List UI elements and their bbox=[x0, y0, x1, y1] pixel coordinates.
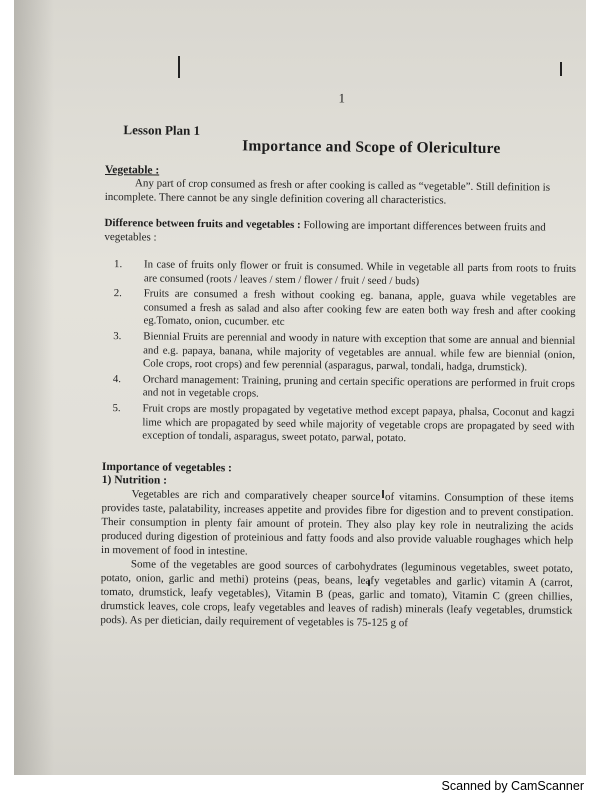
item-number: 3. bbox=[113, 330, 122, 343]
list-item bbox=[102, 402, 574, 448]
page-title: Importance and Scope of Olericulture bbox=[242, 137, 501, 158]
difference-text: Following are important differences between fruits and vegetables : bbox=[104, 219, 546, 244]
item-number: 5. bbox=[112, 402, 121, 415]
nutrition-paragraph-2: Some of the vegetables are good sources of carbohydrates (leguminous vegetables, sweet potato, potato, onion, garlic and methi) proteins (peas, beans, leafy vegetables and garlic) vitamin A (carrot, tomato, drumstick, leafy vegetables), Vitamin B (peas, garlic and tomato), Vitamin C (green chillies, drumstick leaves, cole crops, leafy vegetables and leaves of radish) minerals (leafy vegetables, drumstick pods). As per dietician, daily requirement of vegetables is 75-125 g of bbox=[100, 558, 573, 629]
scanner-watermark: Scanned by CamScanner bbox=[441, 779, 584, 793]
difference-heading: Difference between fruits and vegetables : bbox=[104, 216, 301, 232]
page-number: 1 bbox=[338, 90, 346, 106]
item-number: 2. bbox=[113, 287, 122, 300]
page-shadow bbox=[14, 0, 54, 775]
item-text: Fruits are consumed a fresh without cooking eg. banana, apple, guava while vegetables are consumed a fresh as salad and also after cooking few are eaten both way fresh and after cooking eg.Tomato, onion, cucumber. etc bbox=[143, 287, 576, 329]
difference-list bbox=[102, 258, 576, 448]
scanned-page bbox=[14, 0, 586, 775]
list-item bbox=[103, 373, 575, 405]
vegetable-definition: Any part of crop consumed as fresh or after cooking is called as “vegetable”. Still definition is incomplete. There cannot be any single definition covering all characteristics. bbox=[104, 177, 551, 207]
importance-heading: Importance of vegetables : bbox=[101, 460, 232, 475]
item-text: Orchard management: Training, pruning and certain specific operations are performed in fruit crops and not in vegetable crops. bbox=[142, 373, 575, 400]
vegetable-heading: Vegetable : bbox=[104, 163, 160, 177]
scan-mark bbox=[560, 62, 562, 76]
difference-intro bbox=[104, 216, 576, 249]
importance-section bbox=[100, 461, 574, 632]
nutrition-heading: 1) Nutrition : bbox=[101, 473, 168, 487]
item-number: 4. bbox=[112, 372, 122, 385]
list-item bbox=[103, 287, 575, 333]
list-item bbox=[104, 258, 576, 290]
item-text: Fruit crops are mostly propagated by vegetative method except papaya, phalsa, Coconut and kagzi lime which are propagated by seed while majority of vegetable crops are propagated by seed with exception of tondali, asparagus, sweet potato, parwal, potato. bbox=[142, 402, 575, 445]
item-text: In case of fruits only flower or fruit is consumed. While in vegetable all parts from roots to fruits are consumed (roots / leaves / stem / flower / fruit / seed / buds) bbox=[143, 258, 577, 287]
item-text: Biennial Fruits are perennial and woody in nature with exception that some are annual and biennial and e.g. papaya, banana, while majority of vegetables are annual. while few are biennial (onion, Cole crops, root crops) and few perennial (asparagus, parwal, tondali, hadga, drumstick). bbox=[142, 330, 576, 374]
lesson-plan-label: Lesson Plan 1 bbox=[123, 122, 201, 138]
scan-mark bbox=[178, 56, 180, 78]
vegetable-section bbox=[105, 164, 577, 209]
item-number: 1. bbox=[114, 258, 123, 271]
page-content bbox=[100, 80, 578, 632]
list-item bbox=[103, 330, 575, 376]
nutrition-paragraph-1: Vegetables are rich and comparatively cheaper source of vitamins. Consumption of these items provides taste, palatability, increases appetite and provides fibre for digestion and to prevent constipation. Their consumption in plenty fair amount of protein. They also play key role in neutralizing the acids produced during digestion of proteinious and fatty foods and also provide valuable roughages which help in movement of food in intestine. bbox=[101, 488, 574, 558]
